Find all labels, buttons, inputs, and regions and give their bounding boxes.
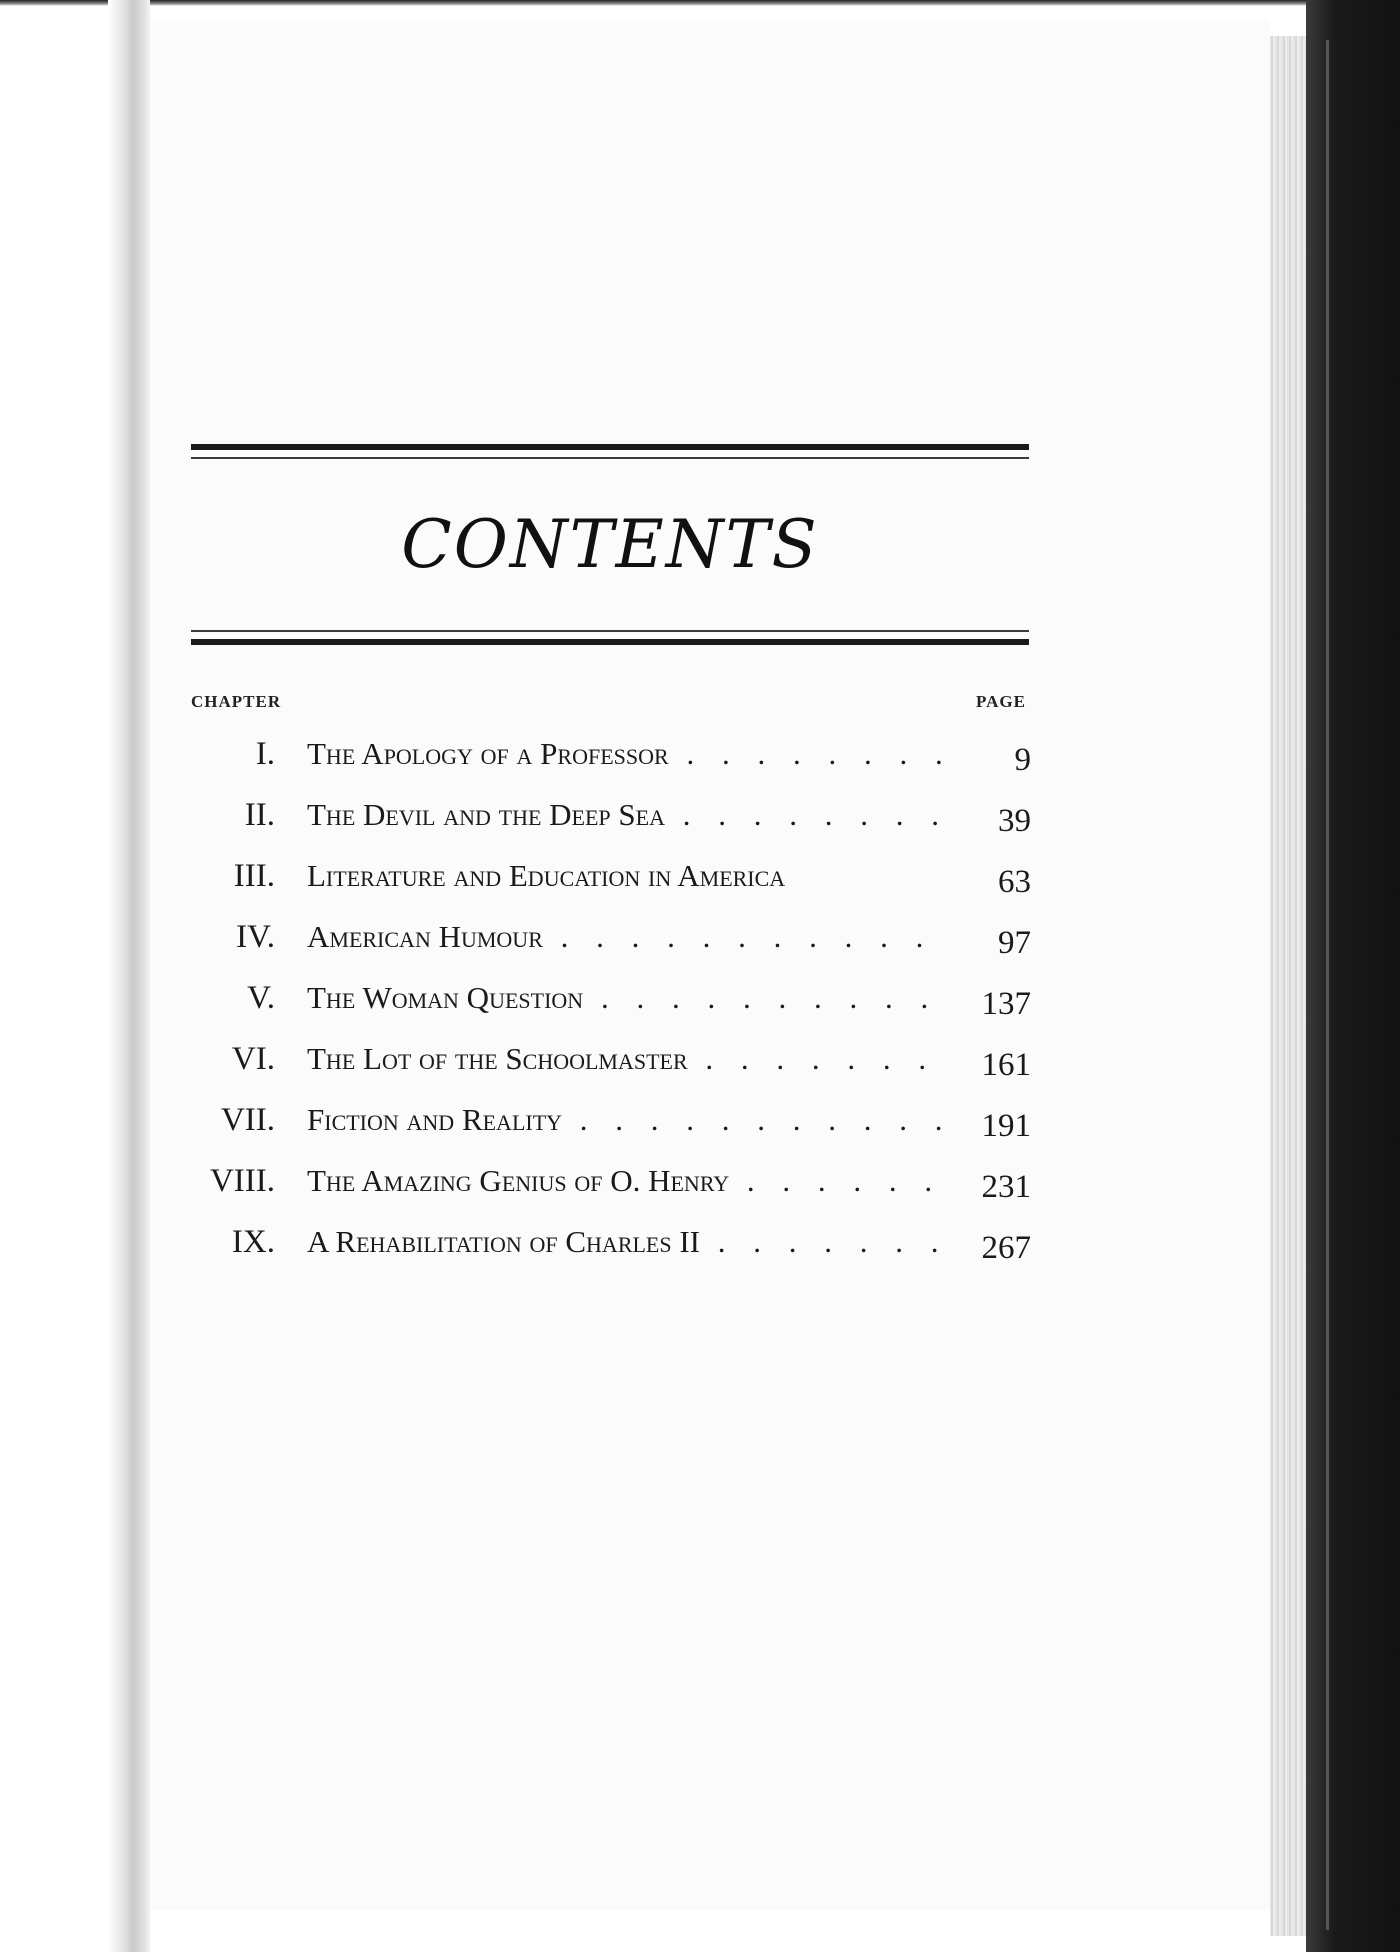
page-number: 231 bbox=[981, 1169, 1031, 1205]
page-number-cell bbox=[941, 850, 1031, 902]
chapter-title: The Apology of a Professor . . . bbox=[307, 728, 947, 780]
top-rule bbox=[191, 444, 1029, 459]
top-shadow bbox=[0, 0, 1400, 6]
toc-row bbox=[191, 728, 1031, 789]
page-number-cell bbox=[941, 1155, 1031, 1207]
chapter-number: VII. bbox=[220, 1102, 275, 1138]
chapter-title: The Lot of the Schoolmaster . . . bbox=[307, 1033, 947, 1085]
chapter-title: Fiction and Reality . . . bbox=[307, 1094, 947, 1146]
toc-row bbox=[191, 789, 1031, 850]
chapter-title: American Humour . . . bbox=[307, 911, 947, 963]
page-number: 191 bbox=[981, 1108, 1031, 1144]
chapter-title: The Amazing Genius of O. Henry . . . bbox=[307, 1155, 947, 1207]
chapter-column-heading: CHAPTER bbox=[191, 692, 282, 711]
page-number: 267 bbox=[981, 1230, 1031, 1266]
chapter-number: IX. bbox=[231, 1224, 275, 1260]
toc-row bbox=[191, 1155, 1031, 1216]
toc-row bbox=[191, 850, 1031, 911]
page-edges bbox=[1270, 36, 1306, 1936]
page-number-cell bbox=[941, 1216, 1031, 1268]
page-number: 161 bbox=[981, 1047, 1031, 1083]
top-rule-thin bbox=[191, 457, 1029, 459]
page-title: CONTENTS bbox=[401, 506, 819, 583]
chapter-title: The Woman Question . . . bbox=[307, 972, 947, 1024]
chapter-number: I. bbox=[255, 736, 275, 772]
toc-row bbox=[191, 911, 1031, 972]
page-number-cell bbox=[941, 789, 1031, 841]
chapter-number: VIII. bbox=[209, 1163, 275, 1199]
toc-row bbox=[191, 972, 1031, 1033]
chapter-number: II. bbox=[244, 797, 275, 833]
page-number: 63 bbox=[998, 864, 1031, 900]
page-number: 137 bbox=[981, 986, 1031, 1022]
book-gutter bbox=[108, 0, 150, 1952]
chapter-title: Literature and Education in America bbox=[307, 858, 786, 893]
toc-row bbox=[191, 1033, 1031, 1094]
page-number-cell bbox=[941, 728, 1031, 780]
chapter-number: IV. bbox=[236, 919, 275, 955]
page-number: 97 bbox=[998, 925, 1031, 961]
page-number-cell bbox=[941, 1033, 1031, 1085]
toc-row bbox=[191, 1216, 1031, 1277]
chapter-title: A Rehabilitation of Charles II . . . bbox=[307, 1216, 947, 1268]
page-column-heading: PAGE bbox=[976, 692, 1026, 711]
page-number: 9 bbox=[1014, 742, 1031, 778]
cover-edge-line bbox=[1326, 40, 1329, 1930]
page-number-cell bbox=[941, 911, 1031, 963]
page-number-cell bbox=[941, 1094, 1031, 1146]
chapter-title: The Devil and the Deep Sea . . . bbox=[307, 789, 947, 841]
chapter-number: VI. bbox=[231, 1041, 275, 1077]
chapter-number: V. bbox=[247, 980, 275, 1016]
contents-list bbox=[191, 728, 1031, 1277]
bottom-rule bbox=[191, 630, 1029, 645]
toc-row bbox=[191, 1094, 1031, 1155]
bottom-rule-thick bbox=[191, 639, 1029, 645]
page-number-cell bbox=[941, 972, 1031, 1024]
book-cover bbox=[1306, 0, 1400, 1952]
page-number: 39 bbox=[998, 803, 1031, 839]
chapter-number: III. bbox=[233, 858, 275, 894]
